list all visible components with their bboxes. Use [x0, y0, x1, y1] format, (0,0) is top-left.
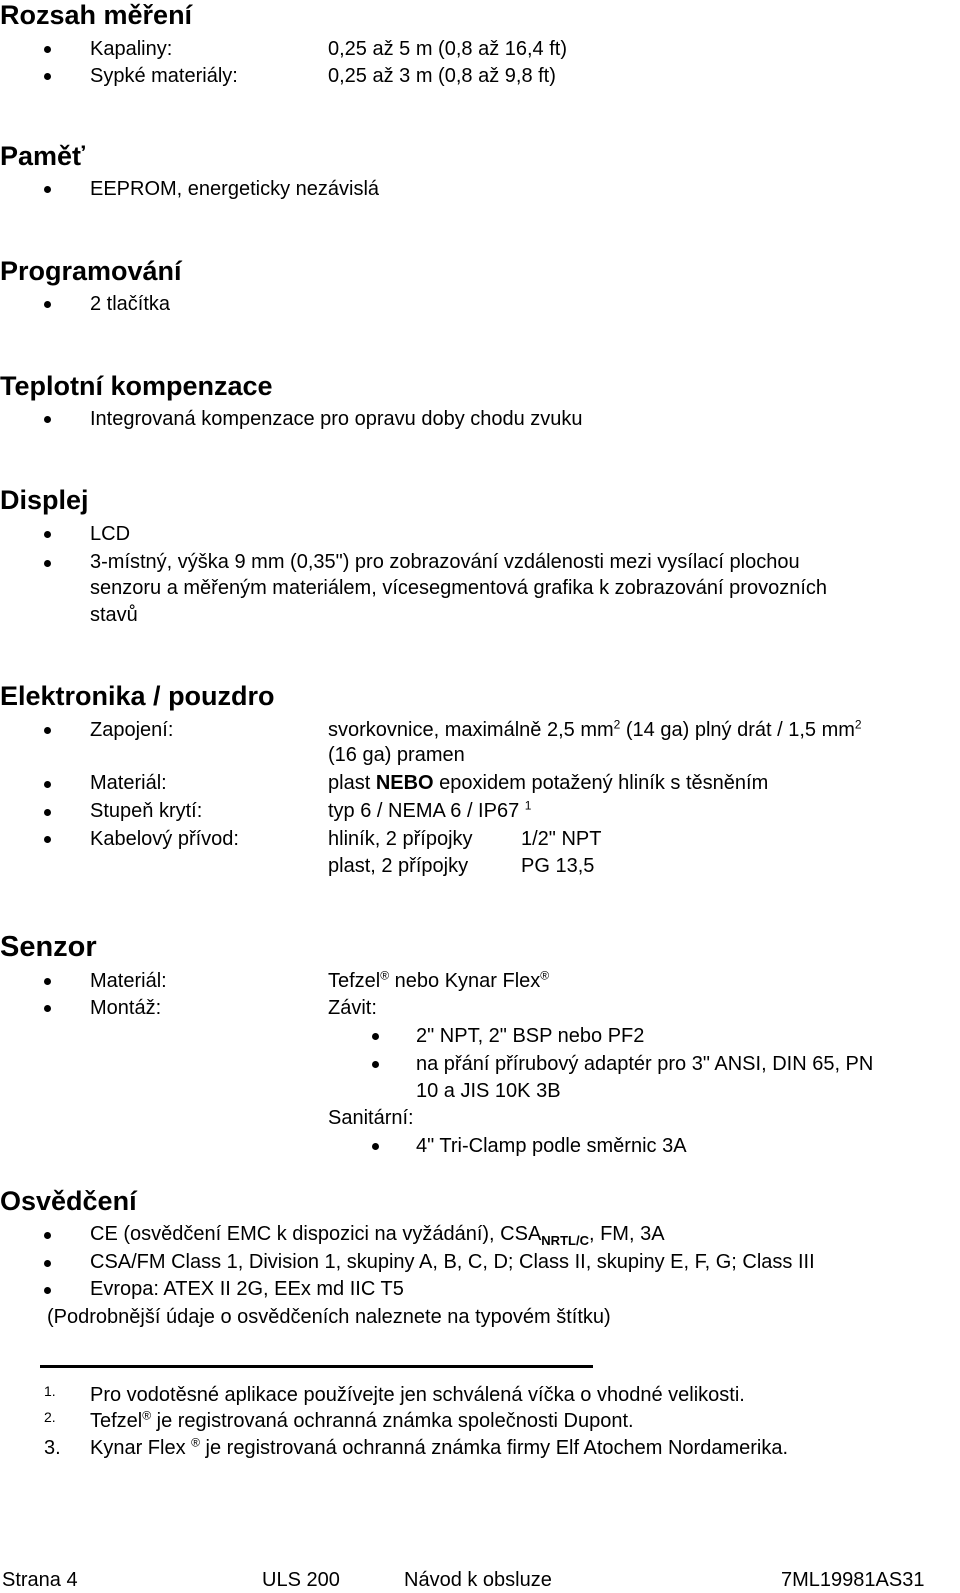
osvedceni-line-1: CE (osvědčení EMC k dispozici na vyžádání), $CSA_{NRTL/C}$, FM, 3A [90, 1223, 665, 1248]
osvedceni-note: (Podrobnější údaje o osvědčeních naleznete na typovém štítku) [47, 1306, 611, 1328]
bullet [44, 1005, 51, 1012]
kabel-row-2b: PG 13,5 [521, 855, 595, 877]
footer-product: ULS 200 [262, 1569, 340, 1591]
senzor-material-value: Tefzel® nebo Kynar Flex® [328, 968, 550, 992]
footnote-text-2: Tefzel® je registrovaná ochranná známka společnosti Dupont. [90, 1408, 634, 1432]
section-title-programovani: Programování [0, 256, 182, 286]
bullet [44, 416, 51, 423]
footer-doc: Návod k obsluze [404, 1569, 552, 1591]
zavit-item-2-line1: na přání přírubový adaptér pro 3" ANSI, DIN 65, PN [416, 1053, 874, 1075]
rozsah-value-1: 0,25 až 5 m (0,8 až 16,4 ft) [328, 38, 568, 60]
bullet [44, 727, 51, 734]
displej-item-2-line1: 3-místný, výška 9 mm (0,35") pro zobrazování vzdálenosti mezi vysílací plochou [90, 551, 800, 573]
bullet [44, 531, 51, 538]
section-title-elektronika: Elektronika / pouzdro [0, 681, 275, 711]
section-title-displej: Displej [0, 485, 89, 515]
footer-code: 7ML19981AS31 [781, 1569, 925, 1591]
bullet [44, 781, 51, 788]
zavit-item-2-line2: 10 a JIS 10K 3B [416, 1080, 561, 1102]
pamet-item-1: EEPROM, energeticky nezávislá [90, 178, 380, 200]
sanitarni-item-1: 4" Tri-Clamp podle směrnic 3A [416, 1135, 687, 1157]
bullet [44, 301, 51, 308]
rozsah-label-2: Sypké materiály: [90, 65, 238, 87]
kabel-row-1a: hliník, 2 přípojky [328, 828, 473, 850]
kabel-row-2a: plast, 2 přípojky [328, 855, 469, 877]
displej-item-2-line2: senzoru a měřeným materiálem, vícesegmentová grafika k zobrazování provozních [90, 577, 828, 599]
footnote-text-1: Pro vodotěsné aplikace používejte jen schválená víčka o vhodné velikosti. [90, 1384, 745, 1406]
stupen-label: Stupeň krytí: [90, 800, 203, 822]
displej-item-1: LCD [90, 523, 131, 545]
zapojeni-value-line2: (16 ga) pramen [328, 744, 465, 766]
zapojeni-value: svorkovnice, maximálně 2,5 $mm^2$ (14 ga) plný drát / 1,5 $mm^2$ [328, 717, 862, 741]
material-label: Materiál: [90, 772, 167, 794]
bullet [44, 978, 51, 985]
kabel-row-1b: 1/2" NPT [521, 828, 602, 850]
stupen-value: typ 6 / NEMA 6 / IP67 $^1$ [328, 798, 532, 822]
bullet [372, 1143, 379, 1150]
bullet [372, 1061, 379, 1068]
bullet [44, 560, 51, 567]
section-title-senzor: Senzor [0, 931, 97, 963]
bullet [44, 1287, 51, 1294]
osvedceni-line-3: Evropa: ATEX II 2G, EEx md IIC T5 [90, 1278, 404, 1300]
footer-page: Strana 4 [2, 1569, 78, 1591]
bullet [44, 836, 51, 843]
section-title-teplotni: Teplotní kompenzace [0, 371, 273, 401]
section-title-rozsah: Rozsah měření [0, 0, 193, 30]
bullet [372, 1033, 379, 1040]
programovani-item-1: 2 tlačítka [90, 293, 171, 315]
footnote-number-2: 2. [44, 1409, 56, 1425]
section-title-pamet: Paměť [0, 141, 85, 171]
footnote-text-3: Kynar Flex ® je registrovaná ochranná známka firmy Elf Atochem Nordamerika. [90, 1435, 789, 1459]
footnote-number-1: 1. [44, 1383, 56, 1399]
zapojeni-label: Zapojení: [90, 719, 174, 741]
sanitarni-label: Sanitární: [328, 1107, 414, 1129]
bullet [44, 46, 51, 53]
montaz-label: Montáž: [90, 997, 162, 1019]
material-value: plast NEBO epoxidem potažený hliník s těsněním [328, 772, 769, 794]
osvedceni-line-2: CSA/FM Class 1, Division 1, skupiny A, B, C, D; Class II, skupiny E, F, G; Class III [90, 1251, 815, 1273]
teplotni-item-1: Integrovaná kompenzace pro opravu doby chodu zvuku [90, 408, 583, 430]
bullet [44, 809, 51, 816]
bullet [44, 1260, 51, 1267]
kabel-label: Kabelový přívod: [90, 828, 239, 850]
bullet [44, 1232, 51, 1239]
rozsah-value-2: 0,25 až 3 m (0,8 až 9,8 ft) [328, 65, 556, 87]
zavit-item-1: 2" NPT, 2" BSP nebo PF2 [416, 1025, 645, 1047]
displej-item-2-line3: stavů [90, 604, 138, 626]
footnote-number-3: 3. [44, 1437, 61, 1459]
bullet [44, 186, 51, 193]
senzor-material-label: Materiál: [90, 970, 167, 992]
section-title-osvedceni: Osvědčení [0, 1186, 137, 1216]
zavit-label: Závit: [328, 997, 377, 1019]
footnote-separator [40, 1365, 593, 1368]
bullet [44, 73, 51, 80]
rozsah-label-1: Kapaliny: [90, 38, 173, 60]
